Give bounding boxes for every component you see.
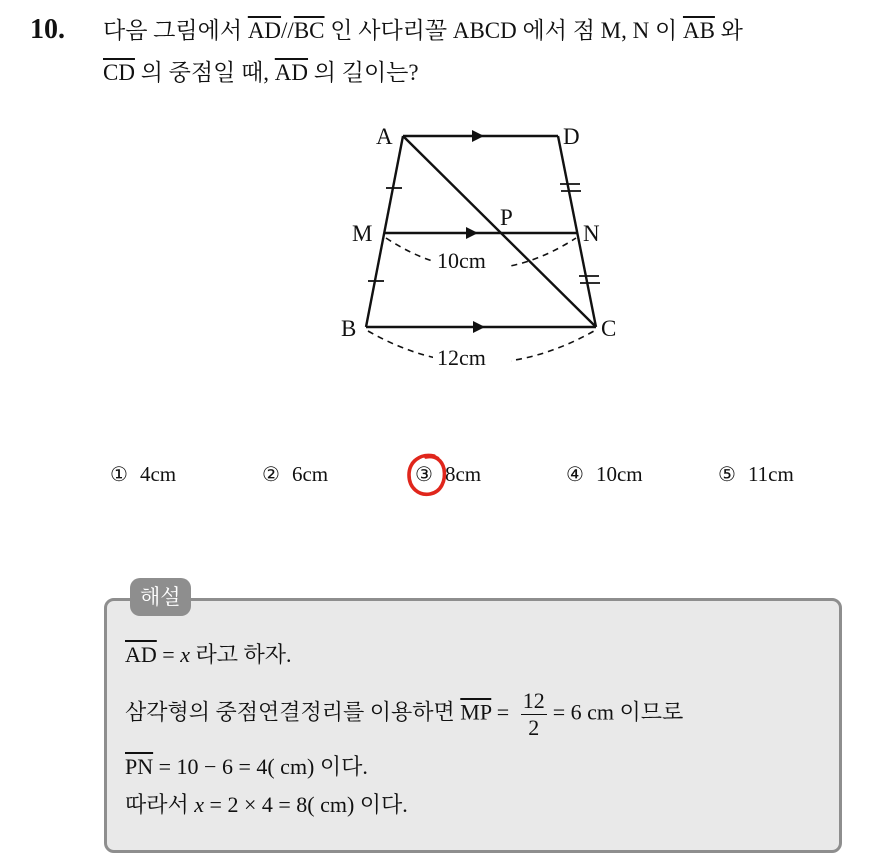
explanation-line-4: 따라서 x = 2 × 4 = 8( cm) 이다. [125,792,408,817]
diagonal-ac [403,136,596,327]
label-a: A [376,124,393,149]
length-mn-label: 10cm [437,248,486,273]
explanation-line-1: $\overline{AD} = x$ 라고 하자. [125,642,292,667]
label-c: C [601,316,617,341]
segment-ad: $\overline{AD}$ [247,18,282,43]
segment-bc: $\overline{BC}$ [293,18,325,43]
selected-answer-circle-icon [404,449,450,501]
choice-3[interactable]: ③ 8cm [415,462,482,486]
choice-1[interactable]: ① 4cm [110,462,177,486]
fraction: $\frac{12}{2}$ [522,688,545,740]
question-text-line-2: $\overline{CD}$ 의 중점일 때, $\overline{AD}$ 의 길이는? [103,60,419,85]
question-number: 10. [30,14,65,45]
label-n: N [583,221,600,246]
arrow-ad-icon [472,130,484,142]
question-text-line-1: 다음 그림에서 $\overline{AD}//\overline{BC}$ 인 사다리꼴 ABCD 에서 점 M, N 이 $\overline{AB}$ 와 [103,18,743,43]
segment-ad-2: $\overline{AD}$ [274,60,309,85]
label-b: B [341,316,357,341]
arrow-mn-icon [466,227,478,239]
choice-5[interactable]: ⑤ 11cm [718,462,794,486]
choice-2[interactable]: ② 6cm [262,462,329,486]
label-d: D [563,124,580,149]
choice-4[interactable]: ④ 10cm [566,462,643,486]
label-m: M [352,221,373,246]
explanation-line-2: 삼각형의 중점연결정리를 이용하면 $\overline{MP}$ = $\frac{12}{2}$ = 6 cm 이므로 [125,688,684,740]
segment-cd: $\overline{CD}$ [103,60,135,85]
arrow-bc-icon [473,321,485,333]
explanation-tag: 해설 [130,578,191,616]
explanation-line-3: $\overline{PN} = 10 - 6 = 4$( cm) 이다. [125,754,368,779]
label-p: P [500,205,513,230]
segment-ab: $\overline{AB}$ [682,18,715,43]
length-bc-label: 12cm [437,345,486,370]
